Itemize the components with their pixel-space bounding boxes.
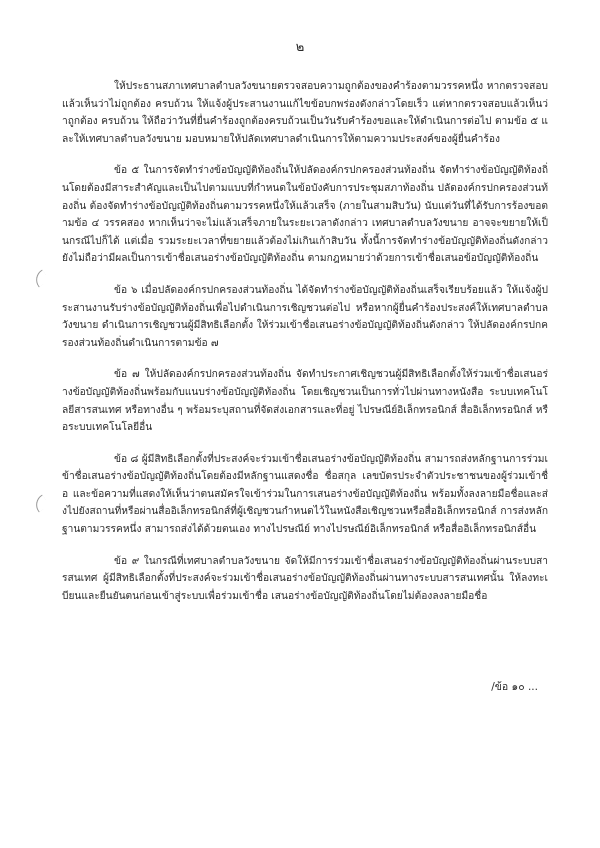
punch-hole-mark <box>31 269 49 287</box>
paragraph-clause-9: ข้อ ๙ ในกรณีที่เทศบาลตำบลวังขนาย จัดให้มีการร่วมเข้าชื่อเสนอร่างข้อบัญญัติท้องถิ่นผ่านระบบสารสนเทศ ผู้มีสิทธิเลือกตั้งที่ประสงค์จะร่วมเข้าชื่อเสนอร่างข้อบัญญัติท้องถิ่นผ่านทางระบบสารสนเทศนั้น ให้ลงทะเบียนและยืนยันตนก่อนเข้าสู่ระบบเพื่อร่วมเข้าชื่อ เสนอร่างข้อบัญญัติท้องถิ่นโดยไม่ต้องลงลายมือชื่อ <box>62 555 548 602</box>
next-page-reference: /ข้อ ๑๐ ... <box>491 681 538 693</box>
paragraph-clause-8: ข้อ ๘ ผู้มีสิทธิเลือกตั้งที่ประสงค์จะร่วมเข้าชื่อเสนอร่างข้อบัญญัติท้องถิ่น สามารถส่งหลักฐานการร่วมเข้าชื่อเสนอร่างข้อบัญญัติท้องถิ่นโดยต้องมีหลักฐานแสดงชื่อ ชื่อสกุล เลขบัตรประจำตัวประชาชนของผู้ร่วมเข้าชื่อ และข้อความที่แสดงให้เห็นว่าตนสมัครใจเข้าร่วมในการเสนอร่างข้อบัญญัติท้องถิ่น พร้อมทั้งลงลายมือชื่อและส่งไปยังสถานที่หรือผ่านสื่ออิเล็กทรอนิกส์ที่ผู้เชิญชวนกำหนดไว้ในหนังสือเชิญชวนหรือสื่ออิเล็กทรอนิกส์ การส่งหลักฐานตามวรรคหนึ่ง สามารถส่งได้ด้วยตนเอง ทางไปรษณีย์ ทางไปรษณีย์อิเล็กทรอนิกส์ หรือสื่ออิเล็กทรอนิกส์อื่น <box>62 453 548 536</box>
document-body <box>62 60 548 619</box>
paragraph-clause-6: ข้อ ๖ เมื่อปลัดองค์กรปกครองส่วนท้องถิ่น ได้จัดทำร่างข้อบัญญัติท้องถิ่นเสร็จเรียบร้อยแล้ว ให้แจ้งผู้ประสานงานรับร่างข้อบัญญัติท้องถิ่นเพื่อไปดำเนินการเชิญชวนต่อไป หรือหากผู้ยื่นคำร้องประสงค์ให้เทศบาลตำบลวังขนาย ดำเนินการเชิญชวนผู้มีสิทธิเลือกตั้ง ให้ร่วมเข้าชื่อเสนอร่างข้อบัญญัติท้องถิ่นดังกล่าว ให้ปลัดองค์กรปกครองส่วนท้องถิ่นดำเนินการตามข้อ ๗ <box>62 284 548 349</box>
paragraph-clause-5: ข้อ ๕ ในการจัดทำร่างข้อบัญญัติท้องถิ่นให้ปลัดองค์กรปกครองส่วนท้องถิ่น จัดทำร่างข้อบัญญัติท้องถิ่นโดยต้องมีสาระสำคัญและเป็นไปตามแบบที่กำหนดในข้อบังคับการประชุมสภาท้องถิ่น ปลัดองค์กรปกครองส่วนท้องถิ่น ต้องจัดทำร่างข้อบัญญัติท้องถิ่นตามวรรคหนึ่งให้แล้วเสร็จ (ภายในสามสิบวัน) นับแต่วันที่ได้รับการร้องขอตามข้อ ๔ วรรคสอง หากเห็นว่าจะไม่แล้วเสร็จภายในระยะเวลาดังกล่าว เทศบาลตำบลวังขนาย อาจจะขยายให้เป็นกรณีไปก็ได้ แต่เมื่อ รวมระยะเวลาที่ขยายแล้วต้องไม่เกินเก้าสิบวัน ทั้งนี้การจัดทำร่างข้อบัญญัติท้องถิ่นดังกล่าวยังไม่ถือว่ามีผลเป็นการเข้าชื่อเสนอร่างข้อบัญญัติท้องถิ่น ตามกฎหมายว่าด้วยการเข้าชื่อเสนอข้อบัญญัติท้องถิ่น <box>62 165 548 265</box>
paragraph-petition-review: ให้ประธานสภาเทศบาลตำบลวังขนายตรวจสอบความถูกต้องของคำร้องตามวรรคหนึ่ง หากตรวจสอบแล้วเห็นว่าไม่ถูกต้อง ครบถ้วน ให้แจ้งผู้ประสานงานแก้ไขข้อบกพร่องดังกล่าวโดยเร็ว แต่หากตรวจสอบแล้วเห็นว่าถูกต้อง ครบถ้วน ให้ถือว่าวันที่ยื่นคำร้องถูกต้องครบถ้วนเป็นวันรับคำร้องขอและให้ดำเนินการต่อไป ตามข้อ ๕ และให้เทศบาลตำบลวังขนาย มอบหมายให้ปลัดเทศบาลดำเนินการให้ตามความประสงค์ของผู้ยื่นคำร้อง <box>62 81 548 145</box>
page-number: ๒ <box>295 40 305 55</box>
punch-hole-mark <box>31 494 49 512</box>
paragraph-clause-7: ข้อ ๗ ให้ปลัดองค์กรปกครองส่วนท้องถิ่น จัดทำประกาศเชิญชวนผู้มีสิทธิเลือกตั้งให้ร่วมเข้าชื่อเสนอร่างข้อบัญญัติท้องถิ่นพร้อมกับแนบร่างข้อบัญญัติท้องถิ่น โดยเชิญชวนเป็นการทั่วไปผ่านทางหนังสือ ระบบเทคโนโลยีสารสนเทศ หรือทางอื่น ๆ พร้อมระบุสถานที่จัดส่งเอกสารและที่อยู่ ไปรษณีย์อิเล็กทรอนิกส์ สื่ออิเล็กทรอนิกส์ หรือระบบเทคโนโลยีอื่น <box>62 369 548 434</box>
